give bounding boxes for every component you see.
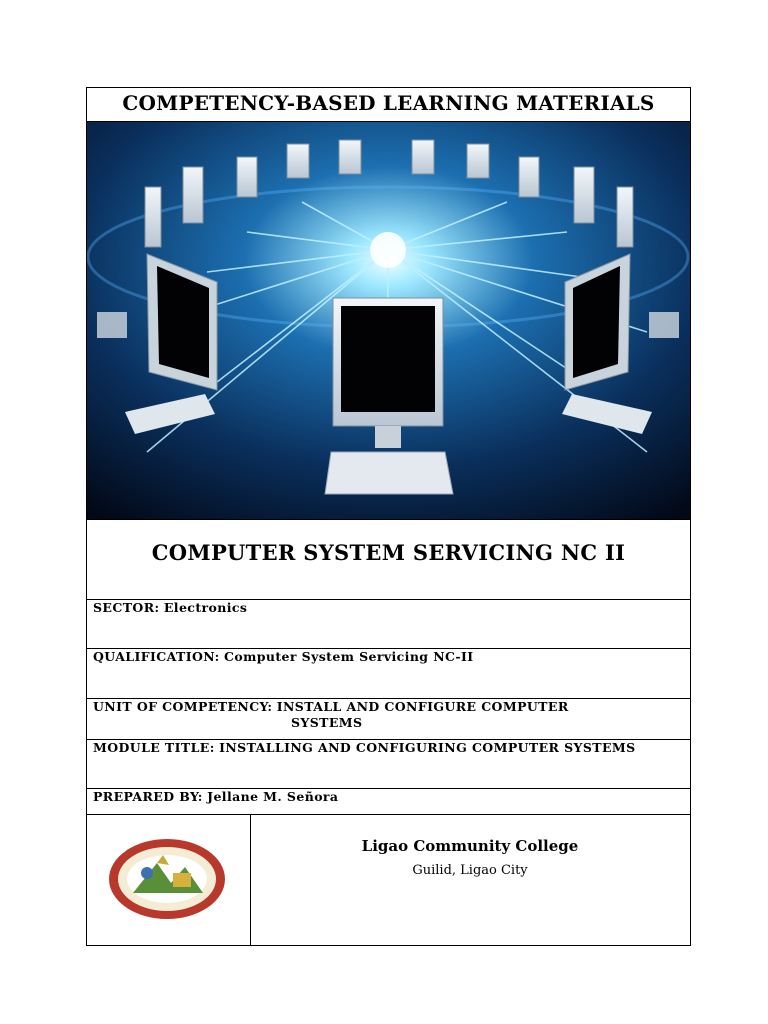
unit-value-line1: INSTALL AND CONFIGURE COMPUTER bbox=[276, 699, 569, 714]
college-name: Ligao Community College bbox=[361, 837, 579, 855]
cover-frame bbox=[86, 87, 691, 946]
college-address: Guilid, Ligao City bbox=[412, 863, 528, 878]
computer-network-illustration bbox=[87, 122, 690, 520]
college-block bbox=[250, 837, 690, 878]
sector-label: SECTOR: bbox=[93, 600, 160, 615]
unit-label: UNIT OF COMPETENCY: bbox=[93, 699, 273, 714]
document-title: COMPETENCY-BASED LEARNING MATERIALS bbox=[87, 88, 690, 122]
course-title: COMPUTER SYSTEM SERVICING NC II bbox=[87, 520, 690, 600]
sector-row bbox=[87, 600, 690, 649]
network-banner-image bbox=[87, 122, 690, 520]
prepared-value: Jellane M. Señora bbox=[207, 789, 339, 804]
module-value: INSTALLING AND CONFIGURING COMPUTER SYSTEMS bbox=[219, 740, 636, 755]
unit-of-competency-row bbox=[87, 699, 690, 740]
footer bbox=[87, 815, 690, 945]
module-title-row bbox=[87, 740, 690, 789]
module-label: MODULE TITLE: bbox=[93, 740, 215, 755]
qualification-label: QUALIFICATION: bbox=[93, 649, 220, 664]
qualification-value: Computer System Servicing NC-II bbox=[224, 649, 474, 664]
sector-value: Electronics bbox=[163, 600, 248, 615]
prepared-by-row bbox=[87, 789, 690, 815]
logo-cell bbox=[87, 815, 251, 945]
qualification-row bbox=[87, 649, 690, 699]
unit-value-line2: SYSTEMS bbox=[291, 715, 363, 730]
college-seal-icon bbox=[87, 815, 250, 947]
prepared-label: PREPARED BY: bbox=[93, 789, 203, 804]
